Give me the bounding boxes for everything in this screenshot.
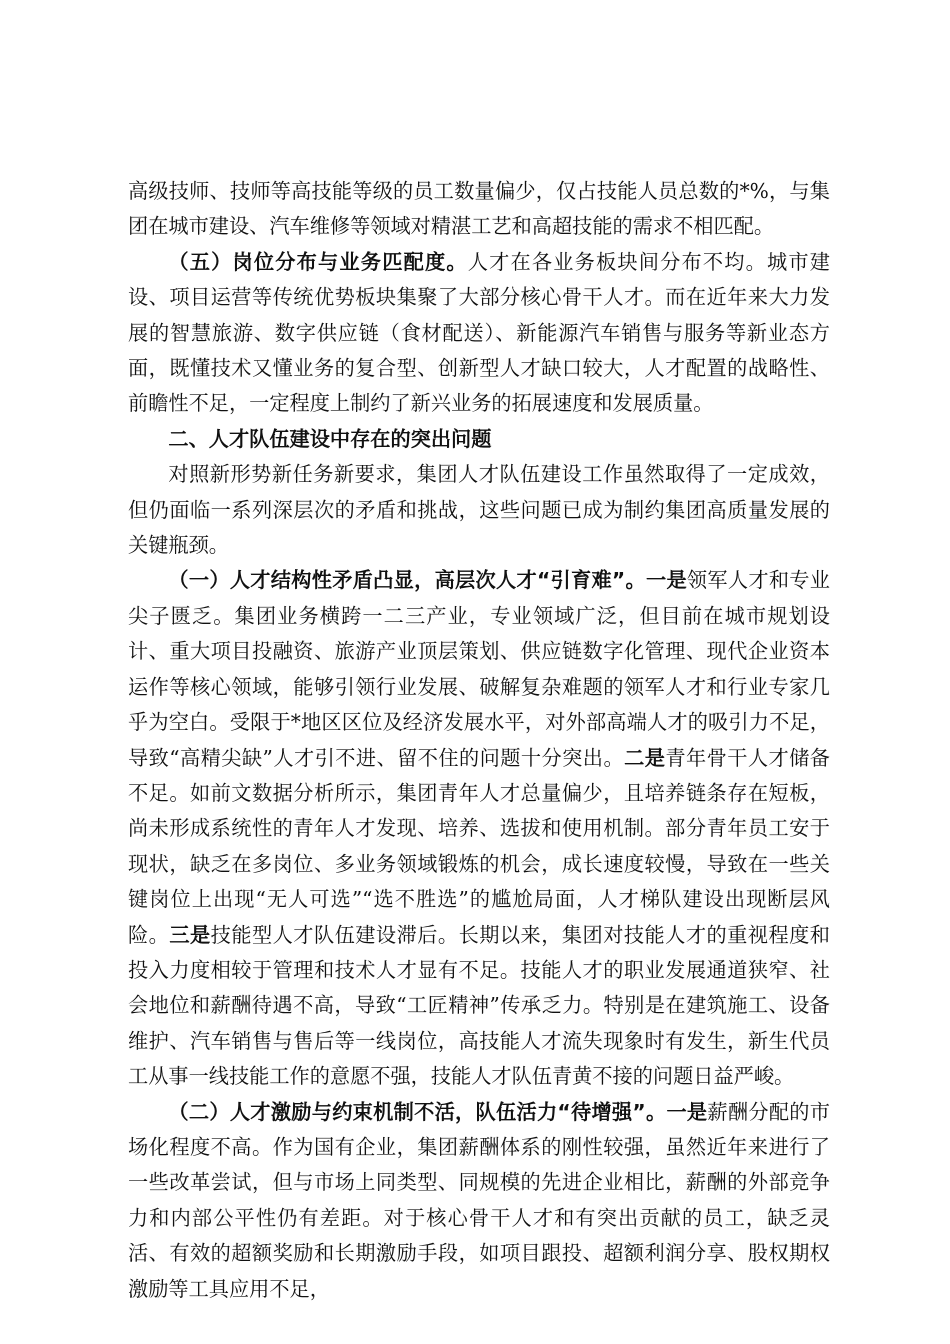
section-heading [128,422,830,457]
point-lead: 一是 [645,568,687,593]
point-lead: 二是 [624,745,666,770]
paragraph-text: 技能型人才队伍建设滞后。长期以来，集团对技能人才的重视程度和投入力度相较于管理和技术人才显有不足。技能人才的职业发展通道狭窄、社会地位和薪酬待遇不高，导致“工匠精神”传承乏力。特别是在建筑施工、设备维护、汽车销售与售后等一线岗位，高技能人才流失现象时有发生，新生代员工从事一线技能工作的意愿不强，技能人才队伍青黄不接的问题日益严峻。 [128,922,830,1089]
paragraph-problem-2 [128,1095,830,1307]
paragraph-text: 薪酬分配的市场化程度不高。作为国有企业，集团薪酬体系的刚性较强，虽然近年来进行了一些改革尝试，但与市场上同类型、同规模的先进企业相比，薪酬的外部竞争力和内部公平性仍有差距。对于核心骨干人才和有突出贡献的员工，缺乏灵活、有效的超额奖励和长期激励手段，如项目跟投、超额利润分享、股权期权激励等工具应用不足， [128,1099,830,1301]
paragraph-text: 人才在各业务板块间分布不均。城市建设、项目运营等传统优势板块集聚了大部分核心骨干人才。而在近年来大力发展的智慧旅游、数字供应链（食材配送）、新能源汽车销售与服务等新业态方面，既懂技术又懂业务的复合型、创新型人才缺口较大，人才配置的战略性、前瞻性不足，一定程度上制约了新兴业务的拓展速度和发展质量。 [128,249,830,416]
paragraph-text: 领军人才和专业尖子匮乏。集团业务横跨一二三产业，专业领域广泛，但目前在城市规划设计、重大项目投融资、旅游产业顶层策划、供应链数字化管理、现代企业资本运作等核心领域，能够引领行业发展、破解复杂难题的领军人才和行业专家几乎为空白。受限于*地区区位及经济发展水平，对外部高端人才的吸引力不足，导致“高精尖缺”人才引不进、留不住的问题十分突出。 [128,568,830,770]
section-lead: （五）岗位分布与业务匹配度。 [168,249,468,274]
paragraph-section-5 [128,245,830,422]
paragraph-intro [128,457,830,563]
point-lead: 一是 [666,1099,708,1124]
point-lead: 三是 [169,922,211,947]
document-body [128,174,830,1307]
paragraph-text: 高级技师、技师等高技能等级的员工数量偏少，仅占技能人员总数的*%，与集团在城市建设、汽车维修等领域对精湛工艺和高超技能的需求不相匹配。 [128,179,830,239]
paragraph-text: 青年骨干人才储备不足。如前文数据分析所示，集团青年人才总量偏少，且培养链条存在短板，尚未形成系统性的青年人才发现、培养、选拔和使用机制。部分青年员工安于现状，缺乏在多岗位、多业务领域锻炼的机会，成长速度较慢，导致在一些关键岗位上出现“无人可选”“选不胜选”的尴尬局面，人才梯队建设出现断层风险。 [128,745,830,947]
section-lead: （二）人才激励与约束机制不活，队伍活力“待增强”。 [168,1099,667,1124]
section-heading-text: 二、人才队伍建设中存在的突出问题 [168,426,492,451]
paragraph-text: 对照新形势新任务新要求，集团人才队伍建设工作虽然取得了一定成效，但仍面临一系列深层次的矛盾和挑战，这些问题已成为制约集团高质量发展的关键瓶颈。 [128,462,830,558]
section-lead: （一）人才结构性矛盾凸显，高层次人才“引育难”。 [168,568,646,593]
paragraph-continuation [128,174,830,245]
paragraph-problem-1 [128,563,830,1094]
